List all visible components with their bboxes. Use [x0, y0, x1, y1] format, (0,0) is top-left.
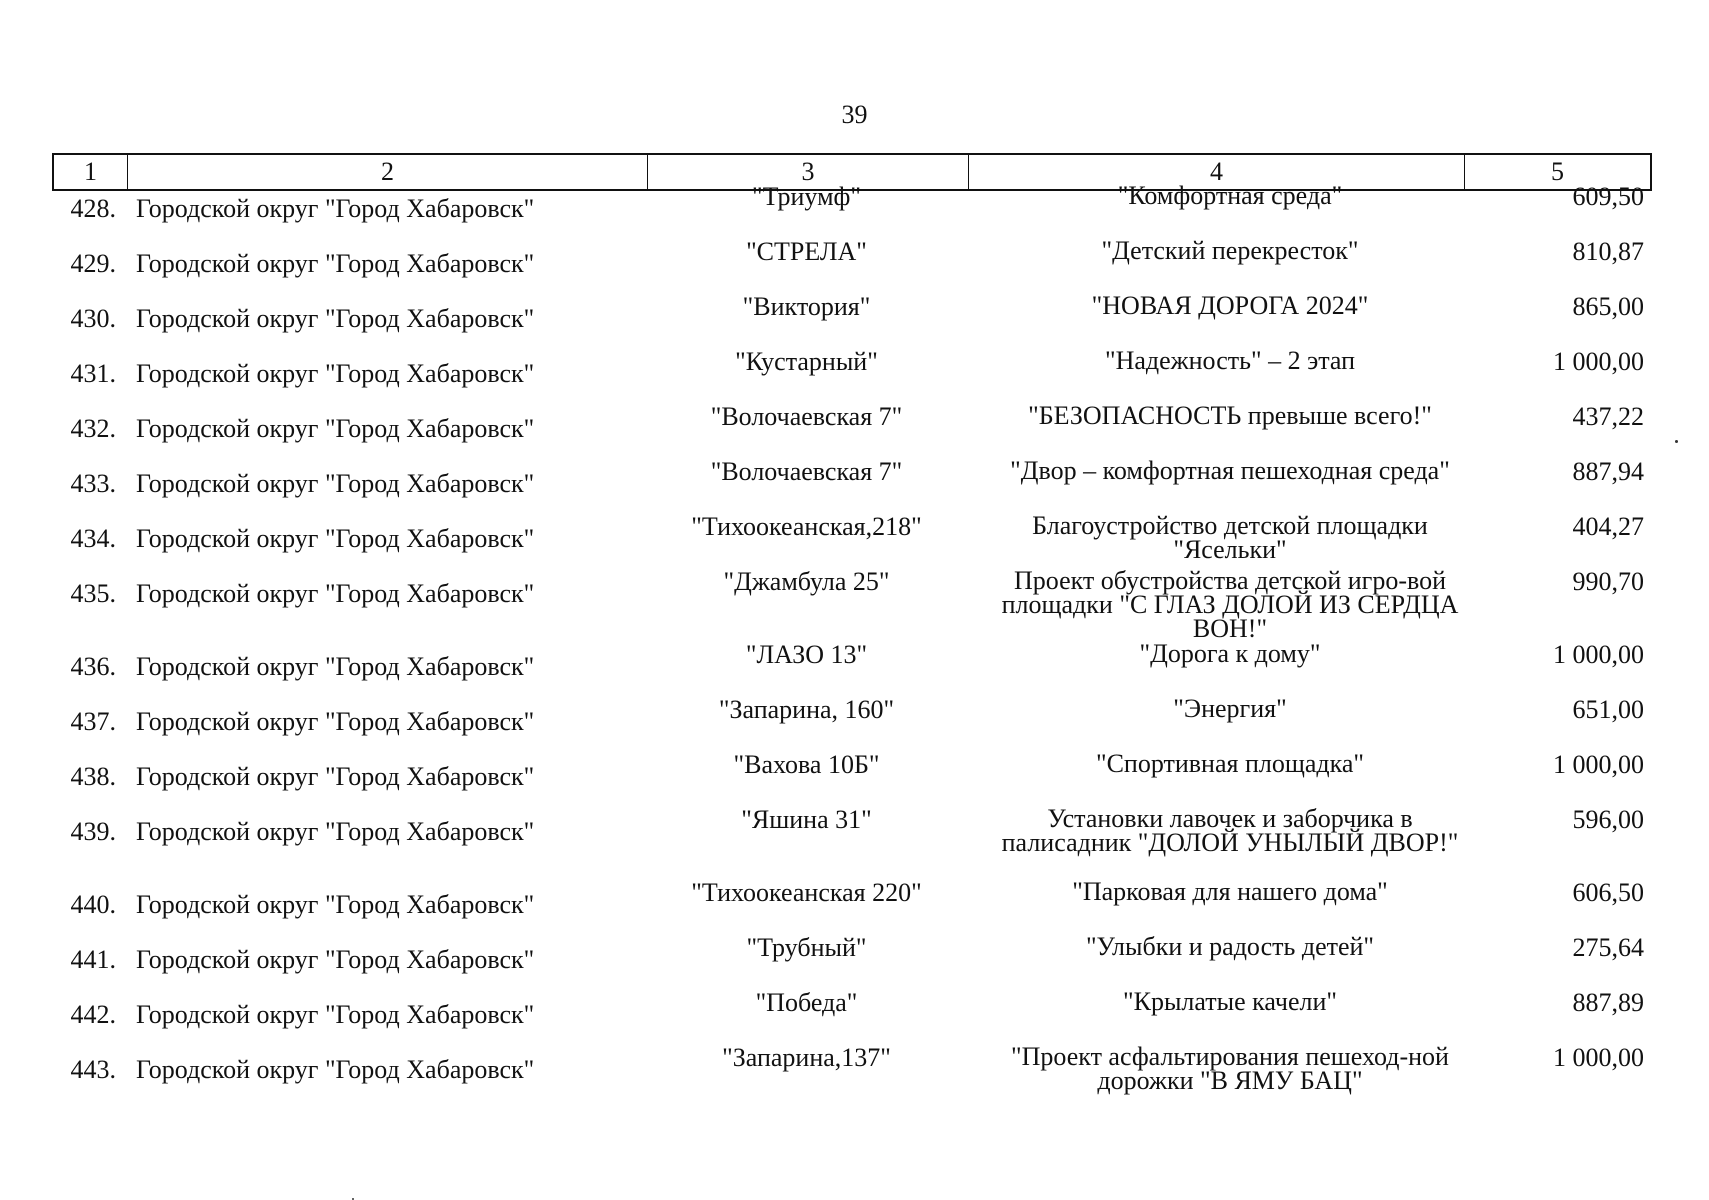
row-project: "Парковая для нашего дома": [1072, 877, 1388, 906]
row-project: Установки лавочек и заборчика в палисадник "ДОЛОЙ УНЫЛЫЙ ДВОР!": [1001, 804, 1459, 857]
header-col-5: 5: [1551, 157, 1564, 186]
row-amount: 810,87: [1572, 237, 1644, 266]
row-object: "Победа": [755, 988, 858, 1017]
row-number: 442.: [70, 1000, 116, 1029]
row-number: 440.: [70, 890, 116, 919]
row-municipality: Городской округ "Город Хабаровск": [136, 194, 535, 223]
row-number: 437.: [70, 707, 116, 736]
row-amount: 404,27: [1572, 512, 1644, 541]
row-municipality: Городской округ "Город Хабаровск": [136, 1000, 535, 1029]
row-object: "Виктория": [742, 292, 871, 321]
row-municipality: Городской округ "Город Хабаровск": [136, 890, 535, 919]
row-municipality: Городской округ "Город Хабаровск": [136, 579, 535, 608]
table-body: [52, 181, 1652, 1106]
row-amount: 596,00: [1572, 805, 1644, 834]
row-number: 438.: [70, 762, 116, 791]
row-object: "Кустарный": [735, 347, 878, 376]
row-number: 439.: [70, 817, 116, 846]
row-project: "Надежность" – 2 этап: [1104, 346, 1356, 375]
row-number: 443.: [70, 1055, 116, 1084]
row-amount: 606,50: [1572, 878, 1644, 907]
table-row: [52, 1042, 1652, 1106]
row-project: Благоустройство детской площадки "Ясельки": [1032, 511, 1428, 564]
row-object: "Тихоокеанская,218": [691, 512, 922, 541]
row-amount: 887,94: [1572, 457, 1644, 486]
row-number: 441.: [70, 945, 116, 974]
row-municipality: Городской округ "Город Хабаровск": [136, 304, 535, 333]
row-object: "Вахова 10Б": [733, 750, 880, 779]
row-municipality: Городской округ "Город Хабаровск": [136, 359, 535, 388]
table-row: [52, 566, 1652, 648]
header-col-2: 2: [128, 155, 648, 189]
row-number: 428.: [70, 194, 116, 223]
row-project: "Проект асфальтирования пешеход-ной дорожки "В ЯМУ БАЦ": [1011, 1042, 1449, 1095]
row-municipality: Городской округ "Город Хабаровск": [136, 469, 535, 498]
row-object: "Яшина 31": [741, 805, 872, 834]
row-project: "Двор – комфортная пешеходная среда": [1010, 456, 1450, 485]
table-row: [52, 804, 1652, 886]
row-project: "Спортивная площадка": [1095, 749, 1365, 778]
header-col-3: 3: [648, 155, 969, 189]
row-amount: 887,89: [1572, 988, 1644, 1017]
row-object: "Волочаевская 7": [710, 457, 903, 486]
row-number: 431.: [70, 359, 116, 388]
row-project: "Дорога к дому": [1139, 639, 1321, 668]
row-project: "Энергия": [1173, 694, 1287, 723]
row-municipality: Городской округ "Город Хабаровск": [136, 524, 535, 553]
row-municipality: Городской округ "Город Хабаровск": [136, 707, 535, 736]
row-project: "Улыбки и радость детей": [1085, 932, 1375, 961]
row-municipality: Городской округ "Город Хабаровск": [136, 817, 535, 846]
row-municipality: Городской округ "Город Хабаровск": [136, 762, 535, 791]
row-municipality: Городской округ "Город Хабаровск": [136, 1055, 535, 1084]
row-amount: 651,00: [1572, 695, 1644, 724]
row-amount: 609,50: [1572, 182, 1644, 211]
row-project: Проект обустройства детской игро-вой площадки "С ГЛАЗ ДОЛОЙ ИЗ СЕРДЦА ВОН!": [1001, 566, 1459, 643]
row-municipality: Городской округ "Город Хабаровск": [136, 249, 535, 278]
row-municipality: Городской округ "Город Хабаровск": [136, 945, 535, 974]
row-object: "ЛАЗО 13": [745, 640, 868, 669]
row-object: "Джамбула 25": [723, 567, 890, 596]
row-object: "Запарина, 160": [718, 695, 895, 724]
row-amount: 437,22: [1572, 402, 1644, 431]
row-number: 436.: [70, 652, 116, 681]
header-col-1: 1: [54, 155, 128, 189]
row-object: "Триумф": [752, 182, 861, 211]
row-amount: 990,70: [1572, 567, 1644, 596]
row-number: 434.: [70, 524, 116, 553]
row-project: "НОВАЯ ДОРОГА 2024": [1091, 291, 1369, 320]
row-object: "Волочаевская 7": [710, 402, 903, 431]
row-amount: 1 000,00: [1553, 347, 1644, 376]
row-object: "Запарина,137": [722, 1043, 891, 1072]
row-object: "Трубный": [746, 933, 867, 962]
row-amount: 1 000,00: [1553, 750, 1644, 779]
row-amount: 275,64: [1572, 933, 1644, 962]
row-object: "СТРЕЛА": [746, 237, 867, 266]
row-project: "БЕЗОПАСНОСТЬ превыше всего!": [1028, 401, 1432, 430]
row-number: 433.: [70, 469, 116, 498]
row-number: 429.: [70, 249, 116, 278]
header-col-4: 4: [969, 155, 1465, 189]
row-object: "Тихоокеанская 220": [691, 878, 922, 907]
row-project: "Комфортная среда": [1117, 181, 1343, 210]
row-amount: 1 000,00: [1553, 1043, 1644, 1072]
row-number: 435.: [70, 579, 116, 608]
row-project: "Крылатые качели": [1123, 987, 1337, 1016]
row-number: 430.: [70, 304, 116, 333]
scan-speck: [1675, 440, 1678, 443]
row-municipality: Городской округ "Город Хабаровск": [136, 652, 535, 681]
row-municipality: Городской округ "Город Хабаровск": [136, 414, 535, 443]
row-number: 432.: [70, 414, 116, 443]
page-number: 39: [841, 100, 868, 129]
row-amount: 865,00: [1572, 292, 1644, 321]
row-project: "Детский перекресток": [1101, 236, 1359, 265]
row-amount: 1 000,00: [1553, 640, 1644, 669]
